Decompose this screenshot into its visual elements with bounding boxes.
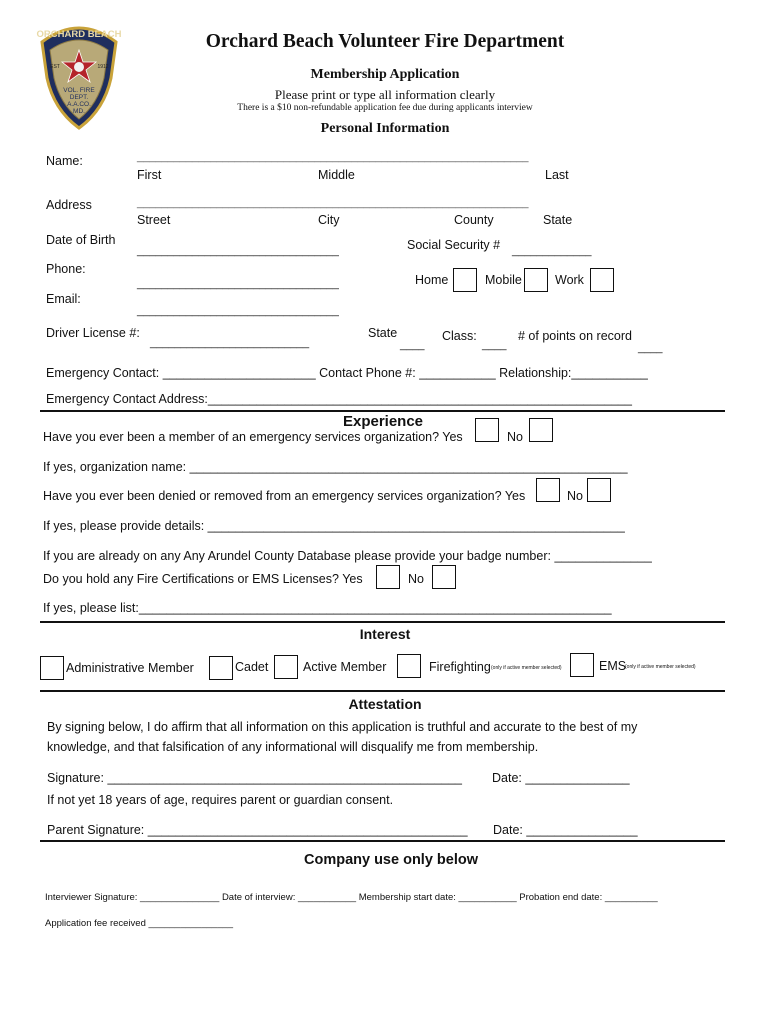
denied-question: Have you ever been denied or removed from an emergency services organization? Yes <box>43 489 526 503</box>
denied-no-checkbox[interactable] <box>587 478 611 502</box>
certification-question: Do you hold any Fire Certifications or EMS Licenses? Yes <box>43 572 363 586</box>
address-field[interactable]: ________________________________________________________________ <box>137 197 529 209</box>
home-option-label: Home <box>415 273 449 287</box>
company-use-row1[interactable]: Interviewer Signature: _______________ Date of interview: ___________ Membership start date: ___________ Probation end date: __________ <box>45 892 658 903</box>
interest-heading: Interest <box>359 626 411 642</box>
license-class-field[interactable]: ____ <box>482 339 507 351</box>
certification-list-row[interactable]: If yes, please list:____________________________________________________________________ <box>43 601 612 615</box>
parent-date-row[interactable]: Date: ________________ <box>493 823 638 837</box>
signature-row[interactable]: Signature: ___________________________________________________ <box>47 771 463 785</box>
logo-left-text: EST <box>50 64 60 70</box>
firefighting-note: (only if active member selected) <box>491 665 562 671</box>
name-field[interactable]: ________________________________________________________________ <box>137 151 529 163</box>
experience-divider <box>40 410 725 412</box>
street-caption: Street <box>137 213 171 227</box>
personal-info-heading: Personal Information <box>320 121 450 136</box>
middle-name-caption: Middle <box>318 168 355 182</box>
instruction-text: Please print or type all information clearly <box>274 87 496 102</box>
city-caption: City <box>318 213 340 227</box>
mobile-checkbox[interactable] <box>524 268 548 292</box>
email-label: Email: <box>46 292 81 306</box>
emergency-contact-address-row[interactable]: Emergency Contact Address:_____________________________________________________________ <box>46 392 632 406</box>
ssn-field[interactable]: _____________ <box>512 245 592 257</box>
driver-license-label: Driver License #: <box>46 326 140 340</box>
form-title: Membership Application <box>310 67 460 82</box>
denied-details-row[interactable]: If yes, please provide details: ____________________________________________________________ <box>43 519 625 533</box>
denied-no-label: No <box>567 489 583 503</box>
company-use-row2[interactable]: Application fee received ________________ <box>45 918 234 929</box>
member-yes-checkbox[interactable] <box>475 418 499 442</box>
fire-department-badge-logo <box>36 20 122 132</box>
work-option-label: Work <box>555 273 584 287</box>
attestation-heading: Attestation <box>348 696 422 712</box>
address-label: Address <box>46 198 92 212</box>
mobile-option-label: Mobile <box>485 273 522 287</box>
email-field[interactable]: _________________________________ <box>137 305 339 317</box>
license-state-label: State <box>368 326 398 340</box>
parent-signature-row[interactable]: Parent Signature: ______________________________________________ <box>47 823 468 837</box>
logo-line3: A.A.CO. <box>67 101 91 108</box>
attestation-statement-line1: By signing below, I do affirm that all information on this application is truthful and accurate to the best of my <box>47 720 638 734</box>
organization-name-row[interactable]: If yes, organization name: _______________________________________________________________ <box>43 460 628 474</box>
county-caption: County <box>454 213 494 227</box>
administrative-member-checkbox[interactable] <box>40 656 64 680</box>
driver-license-field[interactable]: __________________________ <box>150 337 310 349</box>
minor-consent-note: If not yet 18 years of age, requires parent or guardian consent. <box>47 793 394 807</box>
member-no-checkbox[interactable] <box>529 418 553 442</box>
points-label: # of points on record <box>518 329 632 343</box>
badge-number-row[interactable]: If you are already on any Any Arundel County Database please provide your badge number: ______________ <box>43 549 652 563</box>
fee-note: There is a $10 non-refundable application fee due during applicants interview <box>237 103 533 113</box>
ems-note: (only if active member selected) <box>625 664 696 670</box>
ems-label: EMS <box>599 659 627 673</box>
attestation-divider <box>40 690 725 692</box>
firefighting-label: Firefighting <box>429 660 491 674</box>
active-member-checkbox[interactable] <box>274 655 298 679</box>
first-name-caption: First <box>137 168 162 182</box>
ssn-label: Social Security # <box>407 238 501 252</box>
name-label: Name: <box>46 154 83 168</box>
firefighting-checkbox[interactable] <box>397 654 421 678</box>
emergency-contact-row[interactable]: Emergency Contact: ______________________ Contact Phone #: ___________ Relationship:___________ <box>46 366 648 380</box>
cadet-label: Cadet <box>235 660 269 674</box>
certification-yes-checkbox[interactable] <box>376 565 400 589</box>
cadet-checkbox[interactable] <box>209 656 233 680</box>
home-checkbox[interactable] <box>453 268 477 292</box>
work-checkbox[interactable] <box>590 268 614 292</box>
company-use-heading: Company use only below <box>303 852 479 868</box>
logo-top-text: ORCHARD BEACH <box>36 29 122 40</box>
certification-no-label: No <box>408 572 424 586</box>
last-name-caption: Last <box>545 168 569 182</box>
signature-date-row[interactable]: Date: _______________ <box>492 771 630 785</box>
interest-divider <box>40 621 725 623</box>
dob-field[interactable]: _________________________________ <box>137 245 339 257</box>
logo-right-text: 1912 <box>97 64 109 70</box>
denied-yes-checkbox[interactable] <box>536 478 560 502</box>
ems-checkbox[interactable] <box>570 653 594 677</box>
company-divider <box>40 840 725 842</box>
logo-line2: DEPT. <box>69 94 89 101</box>
logo-line1: VOL. FIRE <box>63 87 95 94</box>
license-class-label: Class: <box>442 329 477 343</box>
logo-line4: MD. <box>73 108 85 115</box>
org-name: Orchard Beach Volunteer Fire Department <box>205 31 565 52</box>
phone-label: Phone: <box>46 262 86 276</box>
phone-field[interactable]: _________________________________ <box>137 278 339 290</box>
experience-heading: Experience <box>342 413 424 430</box>
dob-label: Date of Birth <box>46 233 116 247</box>
state-caption: State <box>543 213 573 227</box>
attestation-statement-line2: knowledge, and that falsification of any informational will disqualify me from membership. <box>47 740 539 754</box>
license-state-field[interactable]: ____ <box>400 339 425 351</box>
active-member-label: Active Member <box>303 660 387 674</box>
points-field[interactable]: ____ <box>638 342 663 354</box>
member-question: Have you ever been a member of an emergency services organization? Yes <box>43 430 463 444</box>
certification-no-checkbox[interactable] <box>432 565 456 589</box>
member-no-label: No <box>507 430 523 444</box>
administrative-member-label: Administrative Member <box>66 661 194 675</box>
